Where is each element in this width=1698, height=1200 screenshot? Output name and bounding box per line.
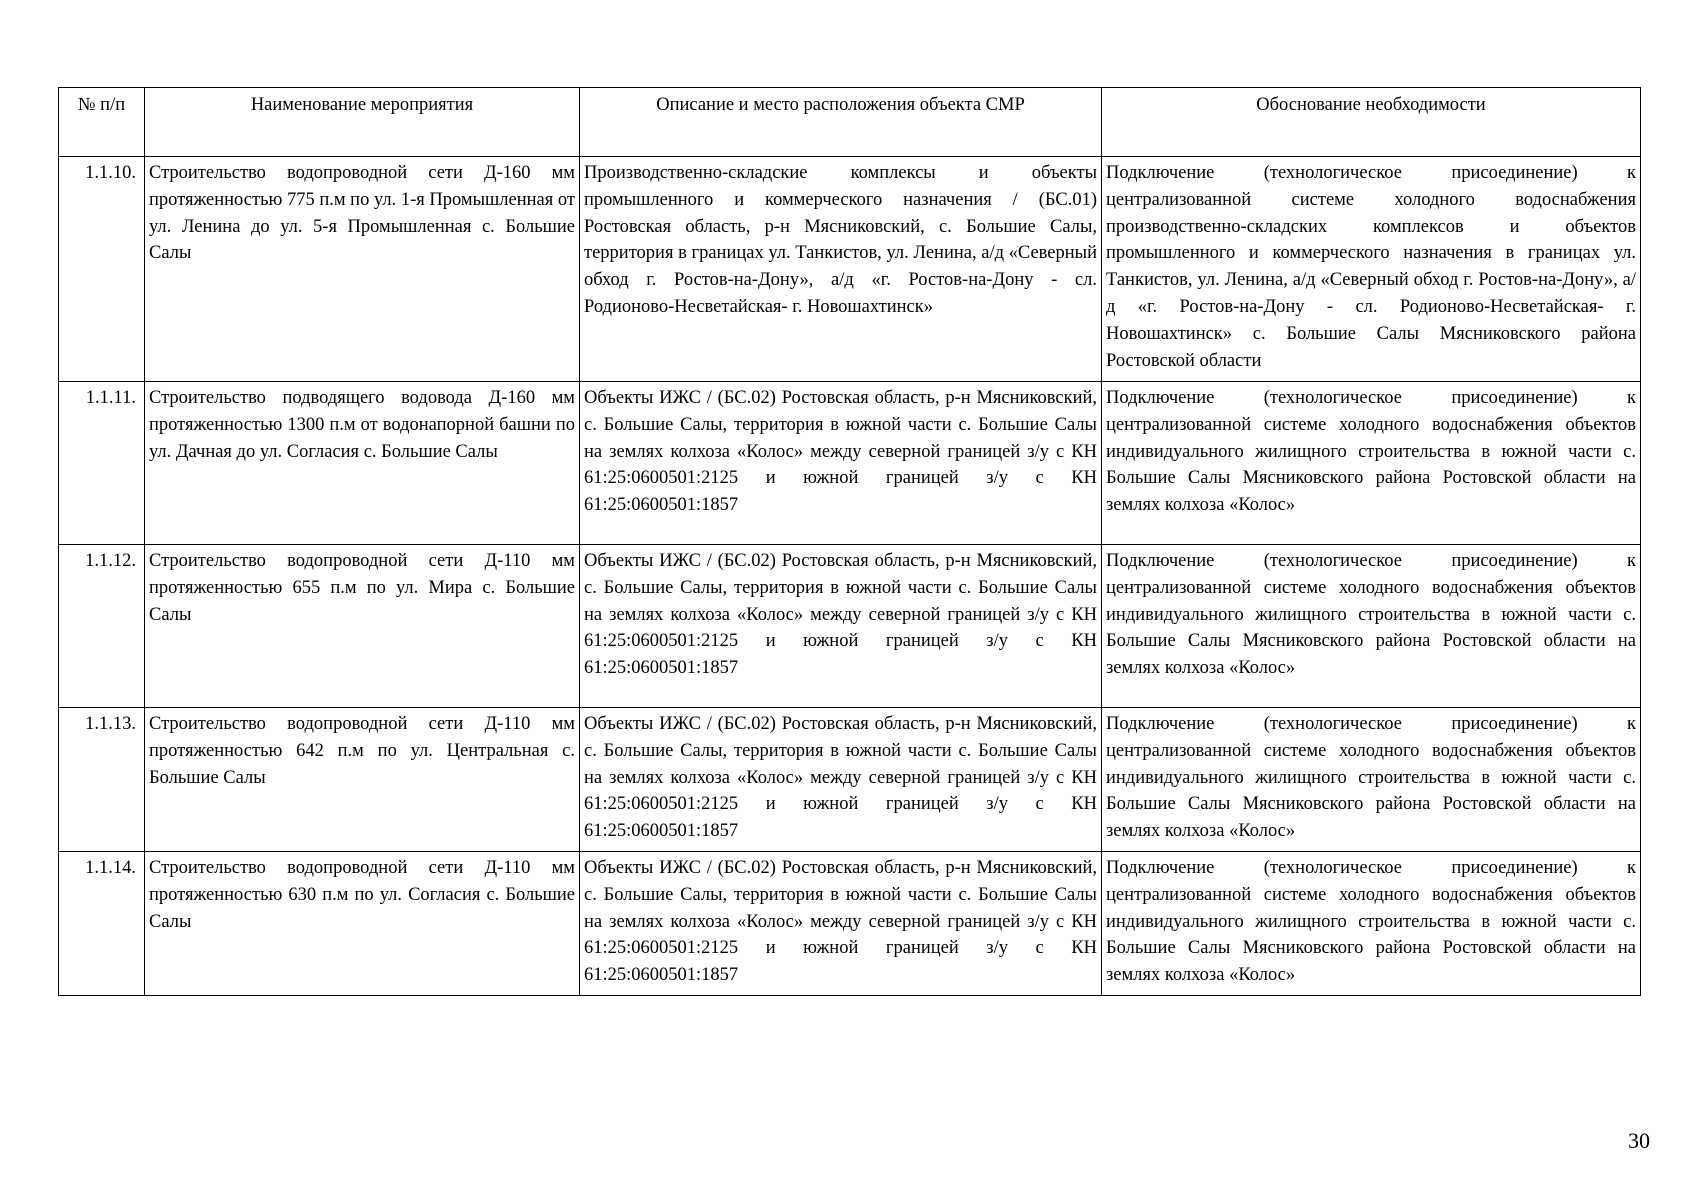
row-description: Объекты ИЖС / (БС.02) Ростовская область, р-н Мясниковский, с. Большие Салы, территория в южной части с. Большие Салы на землях колхоза «Колос» между северной границей з/у с КН 61:25:0600501:2125 и южной границей з/у с КН 61:25:0600501:1857 (580, 708, 1102, 852)
row-number: 1.1.11. (59, 382, 145, 545)
row-description: Объекты ИЖС / (БС.02) Ростовская область, р-н Мясниковский, с. Большие Салы, территория в южной части с. Большие Салы на землях колхоза «Колос» между северной границей з/у с КН 61:25:0600501:2125 и южной границей з/у с КН 61:25:0600501:1857 (580, 545, 1102, 708)
row-justification: Подключение (технологическое присоединение) к централизованной системе холодного водоснабжения объектов индивидуального жилищного строительства в южной части с. Большие Салы Мясниковского района Ростовской области на землях колхоза «Колос» (1102, 708, 1641, 852)
row-number: 1.1.10. (59, 157, 145, 382)
row-justification: Подключение (технологическое присоединение) к централизованной системе холодного водоснабжения объектов индивидуального жилищного строительства в южной части с. Большие Салы Мясниковского района Ростовской области на землях колхоза «Колос» (1102, 545, 1641, 708)
page-number: 30 (1628, 1128, 1650, 1153)
row-justification: Подключение (технологическое присоединение) к централизованной системе холодного водоснабжения объектов индивидуального жилищного строительства в южной части с. Большие Салы Мясниковского района Ростовской области на землях колхоза «Колос» (1102, 852, 1641, 996)
row-measure-name: Строительство водопроводной сети Д-110 мм протяженностью 655 п.м по ул. Мира с. Большие Салы (145, 545, 580, 708)
row-number: 1.1.12. (59, 545, 145, 708)
header-description: Описание и место расположения объекта СМР (580, 88, 1102, 157)
row-justification: Подключение (технологическое присоединение) к централизованной системе холодного водоснабжения производственно-складских комплексов и объектов промышленного и коммерческого назначения в границах ул. Танкистов, ул. Ленина, а/д «Северный обход г. Ростов-на-Дону», а/д «г. Ростов-на-Дону - сл. Родионово-Несветайская- г. Новошахтинск» с. Большие Салы Мясниковского района Ростовской области (1102, 157, 1641, 382)
row-measure-name: Строительство водопроводной сети Д-110 мм протяженностью 642 п.м по ул. Центральная с. Большие Салы (145, 708, 580, 852)
row-number: 1.1.13. (59, 708, 145, 852)
row-measure-name: Строительство водопроводной сети Д-160 мм протяженностью 775 п.м по ул. 1-я Промышленная от ул. Ленина до ул. 5-я Промышленная с. Большие Салы (145, 157, 580, 382)
table-row (59, 545, 1641, 708)
table-row (59, 382, 1641, 545)
measures-table (58, 87, 1641, 996)
header-justification: Обоснование необходимости (1102, 88, 1641, 157)
row-measure-name: Строительство подводящего водовода Д-160 мм протяженностью 1300 п.м от водонапорной башни по ул. Дачная до ул. Согласия с. Большие Салы (145, 382, 580, 545)
row-description: Производственно-складские комплексы и объекты промышленного и коммерческого назначения / (БС.01) Ростовская область, р-н Мясниковский, с. Большие Салы, территория в границах ул. Танкистов, ул. Ленина, а/д «Северный обход г. Ростов-на-Дону», а/д «г. Ростов-на-Дону - сл. Родионово-Несветайская- г. Новошахтинск» (580, 157, 1102, 382)
row-justification: Подключение (технологическое присоединение) к централизованной системе холодного водоснабжения объектов индивидуального жилищного строительства в южной части с. Большие Салы Мясниковского района Ростовской области на землях колхоза «Колос» (1102, 382, 1641, 545)
table-header-row (59, 88, 1641, 157)
header-number: № п/п (59, 88, 145, 157)
row-description: Объекты ИЖС / (БС.02) Ростовская область, р-н Мясниковский, с. Большие Салы, территория в южной части с. Большие Салы на землях колхоза «Колос» между северной границей з/у с КН 61:25:0600501:2125 и южной границей з/у с КН 61:25:0600501:1857 (580, 852, 1102, 996)
table-row (59, 852, 1641, 996)
table-row (59, 157, 1641, 382)
row-description: Объекты ИЖС / (БС.02) Ростовская область, р-н Мясниковский, с. Большие Салы, территория в южной части с. Большие Салы на землях колхоза «Колос» между северной границей з/у с КН 61:25:0600501:2125 и южной границей з/у с КН 61:25:0600501:1857 (580, 382, 1102, 545)
table-row (59, 708, 1641, 852)
row-measure-name: Строительство водопроводной сети Д-110 мм протяженностью 630 п.м по ул. Согласия с. Большие Салы (145, 852, 580, 996)
row-number: 1.1.14. (59, 852, 145, 996)
header-measure-name: Наименование мероприятия (145, 88, 580, 157)
